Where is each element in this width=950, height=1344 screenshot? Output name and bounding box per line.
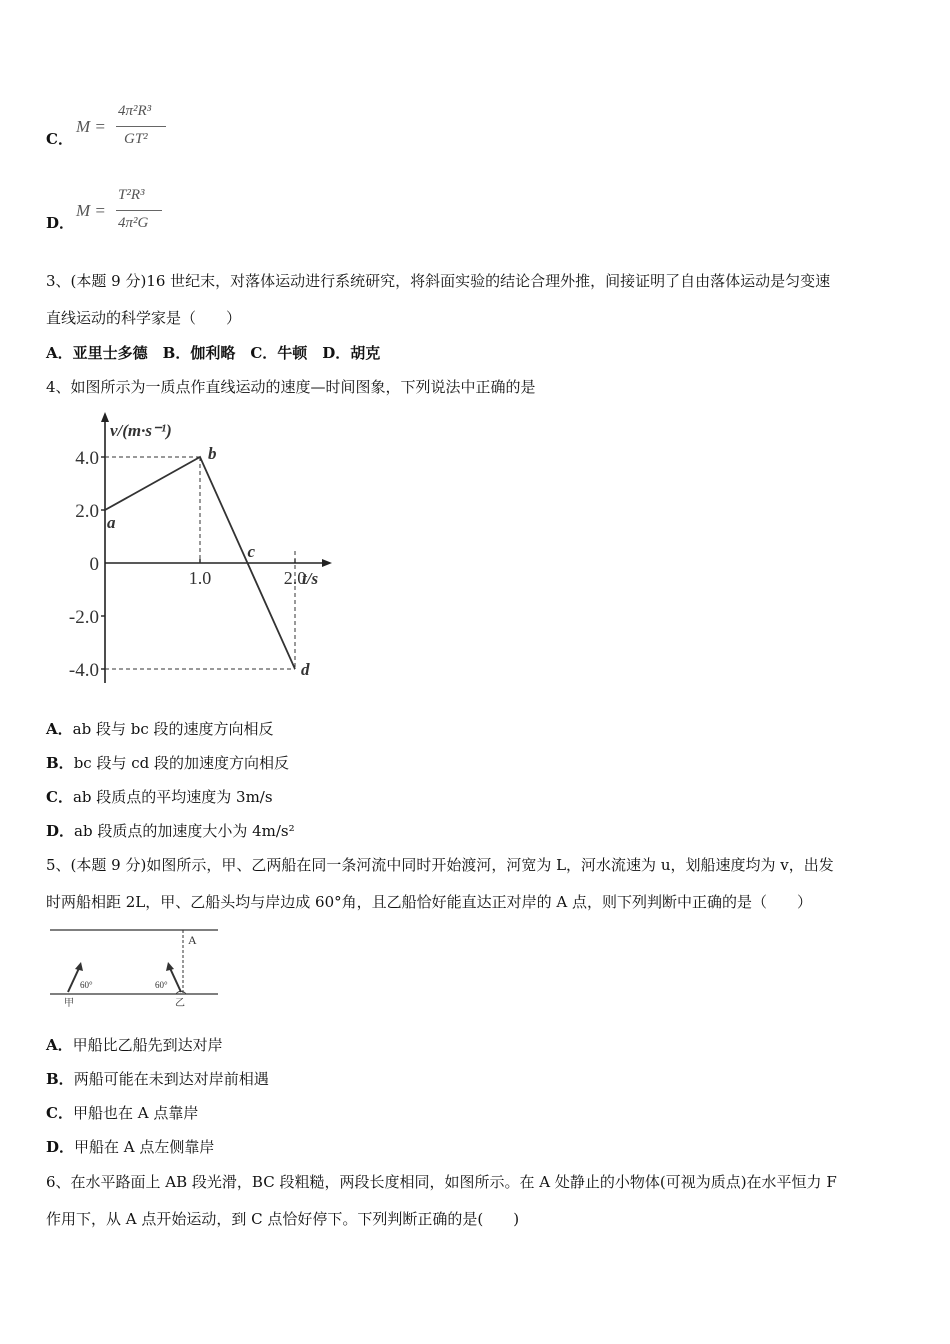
option-text: ab 段质点的平均速度为 3m/s [72, 788, 273, 806]
option-label: D． [46, 822, 75, 840]
q3-stem-line1: 3、(本题 9 分)16 世纪末，对落体运动进行系统研究，将斜面实验的结论合理外推，间接证明了自由落体运动是匀变速 [46, 272, 831, 290]
q4-option-a [46, 718, 274, 739]
vt-graph [50, 408, 350, 693]
angle-label-jia: 60° [80, 980, 93, 990]
formula-lhs: M = [76, 117, 106, 136]
q4-option-c [46, 786, 273, 807]
option-label: A． [46, 1036, 73, 1054]
q5-option-b [46, 1068, 269, 1089]
option-text: ab 段与 bc 段的速度方向相反 [72, 720, 274, 738]
arrow-head-icon [166, 962, 174, 971]
fraction-bar [116, 210, 162, 211]
option-label: B． [46, 754, 74, 772]
q4-option-b [46, 752, 289, 773]
x-axis-arrow [322, 559, 332, 567]
q5-option-c [46, 1102, 198, 1123]
q2-option-d-formula [76, 184, 176, 240]
formula-denominator: 4π²G [118, 215, 149, 231]
x-axis-label: t/s [302, 569, 319, 588]
boat-jia-label: 甲 [64, 998, 74, 1009]
q3-options: A．亚里士多德 B．伽利略 C．牛顿 D．胡克 [46, 344, 381, 362]
boat-yi-direction [169, 966, 181, 992]
point-label-d: d [301, 660, 310, 679]
option-label: A． [46, 720, 73, 738]
q5-stem-line2: 时两船相距 2L，甲、乙船头均与岸边成 60°角，且乙船恰好能直达正对岸的 A 点，则下列判断中正确的是（ ） [46, 893, 813, 911]
y-tick-label: 2.0 [75, 501, 99, 522]
option-text: bc 段与 cd 段的加速度方向相反 [73, 754, 289, 772]
q5-option-d [46, 1136, 214, 1157]
point-label-b: b [208, 444, 217, 463]
point-label-c: c [247, 542, 256, 561]
q4-stem: 4、如图所示为一质点作直线运动的速度—时间图象，下列说法中正确的是 [46, 378, 536, 396]
q2-option-c-label: C． [46, 130, 73, 148]
point-label-a: a [107, 513, 116, 532]
boat-jia-direction [68, 966, 80, 992]
q6-stem-line2: 作用下，从 A 点开始运动，到 C 点恰好停下。下列判断正确的是( ) [46, 1210, 520, 1228]
y-tick-label: 4.0 [75, 448, 99, 469]
q2-option-d-label: D． [46, 214, 75, 232]
angle-label-yi: 60° [155, 980, 168, 990]
option-text: 甲船在 A 点左侧靠岸 [74, 1138, 215, 1156]
boat-yi-label: 乙 [175, 998, 185, 1009]
y-tick-label: 0 [89, 554, 99, 575]
q3-stem-line2: 直线运动的科学家是（ ） [46, 309, 242, 327]
x-tick-label: 1.0 [188, 568, 212, 588]
q5-stem-line1: 5、(本题 9 分)如图所示，甲、乙两船在同一条河流中同时开始渡河，河宽为 L，河水流速为 u，划船速度均为 v，出发 [46, 856, 834, 874]
point-a-label: A [188, 933, 197, 947]
q5-option-a [46, 1034, 223, 1055]
formula-numerator: 4π²R³ [118, 103, 152, 119]
option-label: C． [46, 1104, 73, 1122]
formula-lhs: M = [76, 201, 106, 220]
q2-option-c-formula [76, 100, 176, 156]
option-label: D． [46, 1138, 75, 1156]
fraction-bar [116, 126, 166, 127]
y-tick-label: -4.0 [68, 660, 99, 681]
option-text: 两船可能在未到达对岸前相遇 [73, 1070, 269, 1088]
y-axis-label: v/(m·s⁻¹) [110, 421, 172, 440]
arrow-head-icon [75, 962, 83, 971]
option-label: B． [46, 1070, 74, 1088]
option-text: 甲船比乙船先到达对岸 [72, 1036, 223, 1054]
q6-stem-line1: 6、在水平路面上 AB 段光滑，BC 段粗糙，两段长度相同，如图所示。在 A 处静止的小物体(可视为质点)在水平恒力 F [46, 1173, 837, 1191]
option-text: ab 段质点的加速度大小为 4m/s² [74, 822, 295, 840]
option-text: 甲船也在 A 点靠岸 [72, 1104, 199, 1122]
x-tick-label: 2.0 [283, 568, 307, 588]
formula-denominator: GT² [124, 131, 148, 147]
y-axis-arrow [101, 412, 109, 422]
option-label: C． [46, 788, 73, 806]
formula-numerator: T²R³ [118, 187, 145, 203]
q4-option-d [46, 820, 295, 841]
y-tick-label: -2.0 [68, 607, 99, 628]
river-figure [46, 922, 226, 1012]
